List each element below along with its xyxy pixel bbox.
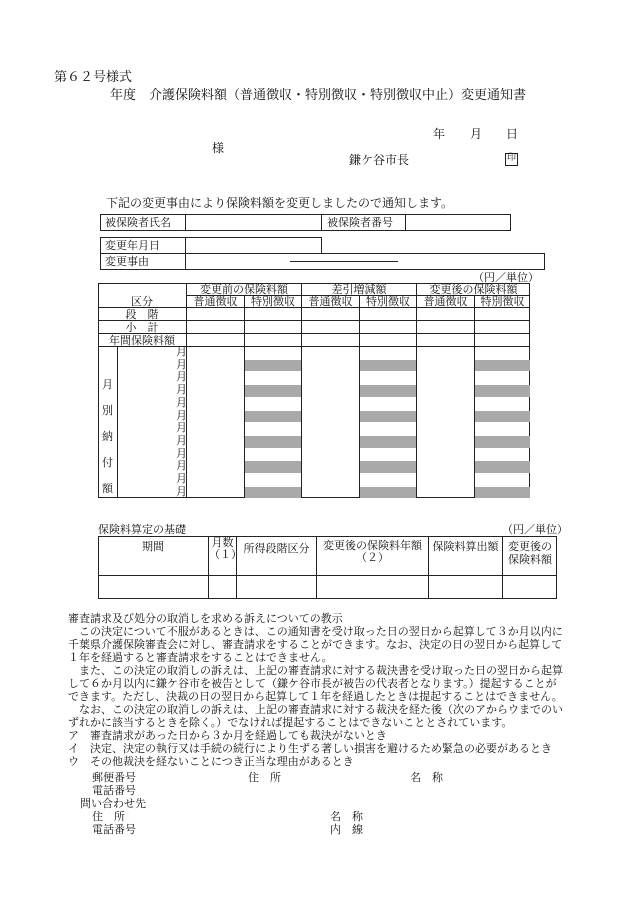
shaded-cell bbox=[360, 436, 416, 448]
notice-p3: なお、この決定の取消しの訴えは、上記の審査請求に対する裁決を経た後（次のアからウまでのいずれかに該当するときを除く。）でなければ提起することはできないこととされています。 bbox=[68, 703, 563, 729]
notice-i: イ 決定、決定の執行又は手続の続行により生ずる著しい損害を避けるため緊急の必要があるとき bbox=[68, 742, 552, 755]
shaded-cell bbox=[245, 411, 301, 423]
basis-after-amount: 変更後の保険料額 bbox=[508, 540, 552, 566]
basis-unit: （円／単位） bbox=[502, 523, 568, 536]
seal-stamp: 印 bbox=[505, 153, 518, 166]
basis-months: 月数（１） bbox=[209, 536, 242, 561]
phone-label: 電話番号 bbox=[92, 784, 136, 797]
subhead-before-special: 特別徴収 bbox=[251, 295, 295, 308]
shaded-cell bbox=[475, 436, 530, 448]
issuer-name: 鎌ケ谷市長 bbox=[349, 153, 410, 167]
shaded-cell bbox=[245, 436, 301, 448]
date-year: 年 bbox=[433, 127, 446, 141]
shaded-cell bbox=[360, 385, 416, 397]
name-label: 名 称 bbox=[410, 771, 443, 784]
form-number: 第６２号様式 bbox=[54, 70, 133, 85]
basis-title: 保険料算定の基礎 bbox=[98, 523, 186, 536]
subhead-diff-special: 特別徴収 bbox=[366, 295, 410, 308]
appeal-notice bbox=[68, 612, 563, 768]
subhead-after-special: 特別徴収 bbox=[480, 295, 525, 308]
shaded-cell bbox=[360, 487, 416, 499]
shaded-cell bbox=[360, 360, 416, 372]
inquiry-ext-label: 内 線 bbox=[330, 823, 363, 836]
shaded-cell bbox=[245, 385, 301, 397]
addressee-suffix: 様 bbox=[212, 141, 225, 155]
notice-heading: 審査請求及び処分の取消しを求める訴えについての教示 bbox=[68, 612, 343, 625]
inquiry-label: 問い合わせ先 bbox=[80, 797, 146, 810]
intro-text: 下記の変更事由により保険料額を変更しましたので通知します。 bbox=[106, 196, 454, 210]
monthly-label: 月 別 納 付 額 bbox=[102, 378, 113, 495]
shaded-cell bbox=[360, 461, 416, 473]
inquiry-address-label: 住 所 bbox=[92, 810, 125, 823]
shaded-cell bbox=[475, 461, 530, 473]
shaded-cell bbox=[245, 461, 301, 473]
document-title: 年度 介護保険料額（普通徴収・特別徴収・特別徴収中止）変更通知書 bbox=[110, 88, 527, 103]
change-date-label: 変更年月日 bbox=[105, 239, 160, 252]
date-day: 日 bbox=[506, 127, 519, 141]
subhead-before-normal: 普通徴収 bbox=[193, 295, 238, 308]
inquiry-phone-label: 電話番号 bbox=[92, 823, 136, 836]
notice-u: ウ その他裁決を経ないことにつき正当な理由があるとき bbox=[68, 755, 354, 768]
shaded-cell bbox=[475, 360, 530, 372]
basis-formula: 保険料算出額 bbox=[432, 540, 499, 553]
subhead-after-normal: 普通徴収 bbox=[423, 295, 468, 308]
row-subtotal: 小 計 bbox=[125, 321, 159, 334]
row-label-kubun: 区分 bbox=[131, 295, 153, 308]
basis-income-level: 所得段階区分 bbox=[243, 542, 310, 555]
shaded-cell bbox=[245, 487, 301, 499]
subhead-diff-normal: 普通徴収 bbox=[308, 295, 353, 308]
inquiry-name-label: 名 称 bbox=[330, 810, 363, 823]
shaded-cell bbox=[475, 385, 530, 397]
insured-name-label: 被保険者氏名 bbox=[105, 216, 171, 229]
date-month: 月 bbox=[470, 127, 483, 141]
group-diff: 差引増減額 bbox=[331, 283, 387, 296]
address-label: 住 所 bbox=[248, 771, 281, 784]
notice-p2: また、この決定の取消しの訴えは、上記の審査請求に対する裁決書を受け取った日の翌日から起算して６か月以内に鎌ケ谷市を被告として（鎌ケ谷市長が被告の代表者となります。）提起することができます。ただし、決裁の日の翌日から起算して１年を経過したときは提起することはできません。 bbox=[68, 664, 563, 703]
change-reason-label: 変更事由 bbox=[105, 255, 149, 268]
postal-label: 郵便番号 bbox=[92, 771, 136, 784]
month-unit-column: 月 月 月 月 月 月 月 月 月 月 月 月 bbox=[176, 345, 187, 498]
shaded-cell bbox=[475, 487, 530, 499]
row-level: 段 階 bbox=[125, 308, 159, 321]
insured-number-label: 被保険者番号 bbox=[327, 216, 393, 229]
notice-a: ア 審査請求があった日から３か月を経過しても裁決がないとき bbox=[68, 729, 387, 742]
row-annual: 年間保険料額 bbox=[109, 334, 175, 347]
basis-annual-after: 変更後の保険料年額（２） bbox=[323, 539, 422, 564]
basis-period: 期間 bbox=[142, 540, 164, 553]
shaded-cell bbox=[475, 411, 530, 423]
group-after: 変更後の保険料額 bbox=[429, 283, 518, 296]
unit-label: （円／単位） bbox=[473, 271, 539, 284]
group-before: 変更前の保険料額 bbox=[200, 283, 288, 296]
notice-p1: この決定について不服があるときは、この通知書を受け取った日の翌日から起算して３か月以内に千葉県介護保険審査会に対し、審査請求をすることができます。なお、決定の日の翌日から起算して１年を経過すると審査請求をすることはできません。 bbox=[68, 625, 563, 664]
shaded-cell bbox=[245, 360, 301, 372]
shaded-cell bbox=[360, 411, 416, 423]
